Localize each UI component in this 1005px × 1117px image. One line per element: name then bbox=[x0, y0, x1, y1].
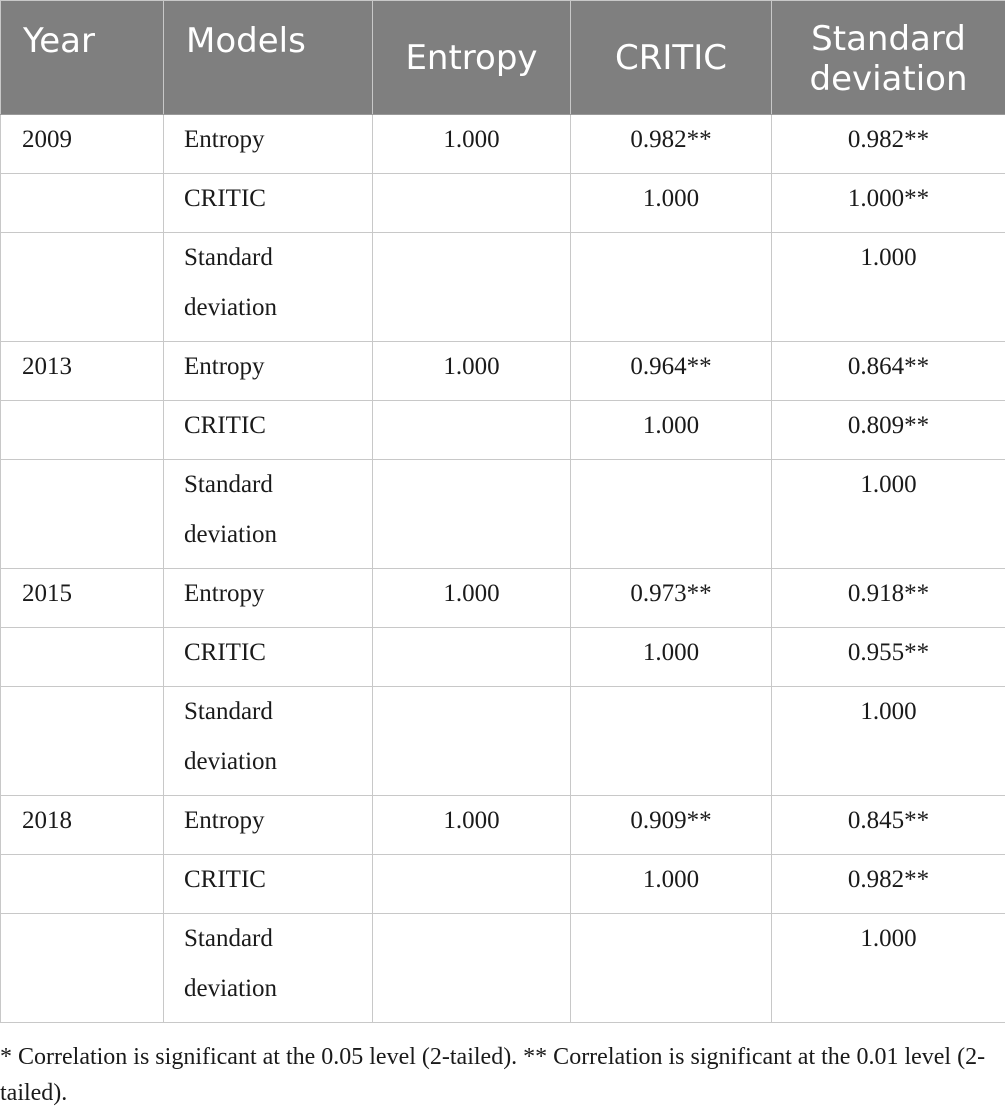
year-cell-empty bbox=[1, 914, 164, 1023]
model-cell: CRITIC bbox=[164, 855, 373, 914]
entropy-value bbox=[373, 460, 571, 569]
model-label: Standard deviation bbox=[184, 698, 278, 775]
table-row bbox=[1, 628, 1005, 687]
std-dev-value: 1.000 bbox=[772, 687, 1005, 796]
year-cell: 2013 bbox=[1, 342, 164, 401]
year-cell: 2018 bbox=[1, 796, 164, 855]
header-models: Models bbox=[164, 1, 373, 115]
table-row bbox=[1, 914, 1005, 1023]
model-cell bbox=[164, 233, 373, 342]
table-row bbox=[1, 687, 1005, 796]
model-cell: CRITIC bbox=[164, 174, 373, 233]
table-row bbox=[1, 115, 1005, 174]
model-cell: CRITIC bbox=[164, 628, 373, 687]
std-dev-value: 0.864** bbox=[772, 342, 1005, 401]
entropy-value: 1.000 bbox=[373, 115, 571, 174]
header-year: Year bbox=[1, 1, 164, 115]
entropy-value: 1.000 bbox=[373, 796, 571, 855]
critic-value bbox=[571, 460, 772, 569]
std-dev-value: 0.982** bbox=[772, 115, 1005, 174]
std-dev-value: 0.809** bbox=[772, 401, 1005, 460]
table-row bbox=[1, 401, 1005, 460]
entropy-value: 1.000 bbox=[373, 342, 571, 401]
table-row bbox=[1, 233, 1005, 342]
table-row bbox=[1, 569, 1005, 628]
header-row bbox=[1, 1, 1005, 115]
model-cell bbox=[164, 687, 373, 796]
critic-value: 0.909** bbox=[571, 796, 772, 855]
entropy-value bbox=[373, 233, 571, 342]
year-cell-empty bbox=[1, 460, 164, 569]
critic-value: 1.000 bbox=[571, 855, 772, 914]
year-cell: 2015 bbox=[1, 569, 164, 628]
table-row bbox=[1, 460, 1005, 569]
critic-value: 1.000 bbox=[571, 174, 772, 233]
model-label: Standard deviation bbox=[184, 471, 278, 548]
entropy-value bbox=[373, 687, 571, 796]
std-dev-value: 0.845** bbox=[772, 796, 1005, 855]
critic-value: 1.000 bbox=[571, 401, 772, 460]
std-dev-value: 1.000** bbox=[772, 174, 1005, 233]
std-dev-value: 1.000 bbox=[772, 914, 1005, 1023]
header-critic: CRITIC bbox=[571, 1, 772, 115]
table-row bbox=[1, 342, 1005, 401]
model-cell: Entropy bbox=[164, 796, 373, 855]
year-cell-empty bbox=[1, 687, 164, 796]
std-dev-value: 0.918** bbox=[772, 569, 1005, 628]
entropy-value bbox=[373, 401, 571, 460]
entropy-value bbox=[373, 914, 571, 1023]
std-dev-value: 1.000 bbox=[772, 233, 1005, 342]
year-cell-empty bbox=[1, 401, 164, 460]
critic-value: 0.973** bbox=[571, 569, 772, 628]
critic-value: 1.000 bbox=[571, 628, 772, 687]
critic-value bbox=[571, 233, 772, 342]
model-cell bbox=[164, 460, 373, 569]
year-cell: 2009 bbox=[1, 115, 164, 174]
std-dev-value: 0.955** bbox=[772, 628, 1005, 687]
critic-value: 0.982** bbox=[571, 115, 772, 174]
header-standard-deviation: Standard deviation bbox=[772, 1, 1005, 115]
std-dev-value: 1.000 bbox=[772, 460, 1005, 569]
model-cell: Entropy bbox=[164, 115, 373, 174]
year-cell-empty bbox=[1, 855, 164, 914]
critic-value bbox=[571, 914, 772, 1023]
year-cell-empty bbox=[1, 628, 164, 687]
entropy-value bbox=[373, 174, 571, 233]
table-body bbox=[1, 115, 1005, 1023]
year-cell-empty bbox=[1, 233, 164, 342]
header-entropy: Entropy bbox=[373, 1, 571, 115]
model-cell: Entropy bbox=[164, 569, 373, 628]
std-dev-value: 0.982** bbox=[772, 855, 1005, 914]
table-row bbox=[1, 174, 1005, 233]
entropy-value bbox=[373, 628, 571, 687]
entropy-value bbox=[373, 855, 571, 914]
model-label: Standard deviation bbox=[184, 925, 278, 1002]
model-label: Standard deviation bbox=[184, 244, 278, 321]
table-footnote: * Correlation is significant at the 0.05 level (2-tailed). ** Correlation is significant at the 0.01 level (2-tailed). bbox=[0, 1044, 986, 1106]
table-row bbox=[1, 796, 1005, 855]
model-cell: CRITIC bbox=[164, 401, 373, 460]
year-cell-empty bbox=[1, 174, 164, 233]
table-header bbox=[1, 1, 1005, 115]
model-cell: Entropy bbox=[164, 342, 373, 401]
model-cell bbox=[164, 914, 373, 1023]
table-row bbox=[1, 855, 1005, 914]
critic-value bbox=[571, 687, 772, 796]
critic-value: 0.964** bbox=[571, 342, 772, 401]
entropy-value: 1.000 bbox=[373, 569, 571, 628]
